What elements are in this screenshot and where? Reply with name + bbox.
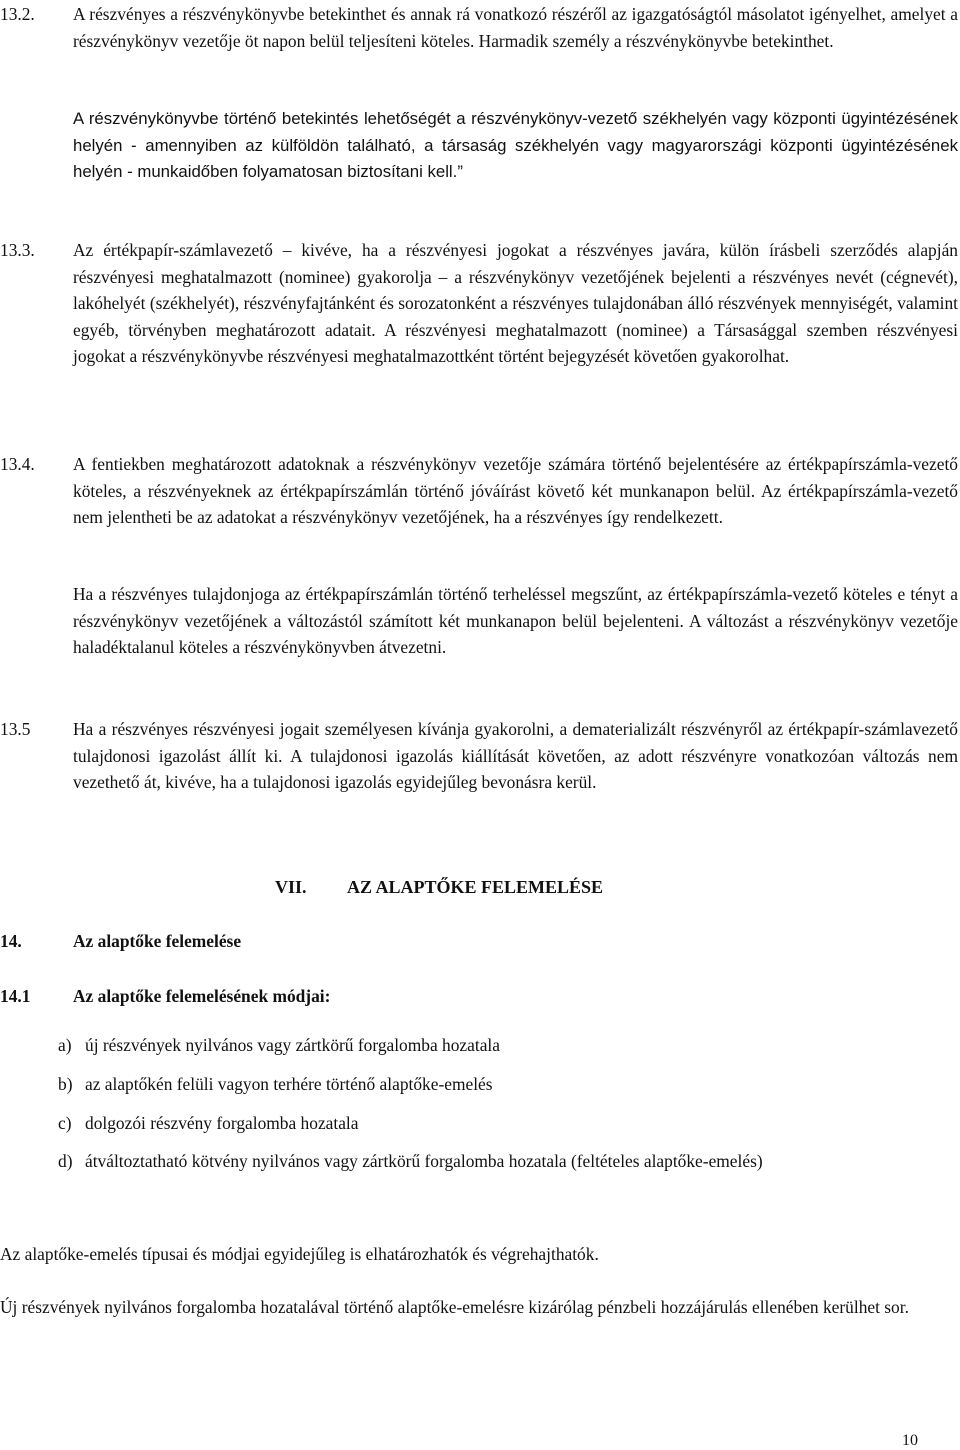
heading-number: 14. <box>0 931 22 951</box>
list-item <box>58 1147 958 1175</box>
chapter-title: AZ ALAPTŐKE FELEMELÉSE <box>347 877 604 897</box>
heading-number: 14.1 <box>0 986 31 1006</box>
page-number: 10 <box>902 1432 918 1449</box>
paragraph: Az alaptőke-emelés típusai és módjai egyidejűleg is elhatározhatók és végrehajthatók. <box>0 1244 599 1264</box>
heading-title: Az alaptőke felemelése <box>73 931 242 951</box>
chapter-number: VII. <box>275 877 307 897</box>
paragraph: Az értékpapír-számlavezető – kivéve, ha a részvényesi jogokat a részvényes javára, külön írásbeli szerződés alapján részvényesi meghatalmazott (nominee) gyakorolja – a részvénykönyv vezetőjének bejelenti a részvényes nevét (cégnevét), lakóhelyét (székhelyét), részvényfajtánként és sorozatonként a részvényes tulajdonában álló részvények mennyiségét, valamint egyéb, törvényben meghatározott adatait. A részvényesi meghatalmazott (nominee) a Társasággal szemben részvényesi jogokat a részvénykönyvbe részvényesi meghatalmazottként történt bejegyzését követően gyakorolhat. <box>73 240 958 366</box>
list-label: c) <box>58 1113 72 1133</box>
list-text: az alaptőkén felüli vagyon terhére történő alaptőke-emelés <box>85 1074 493 1094</box>
paragraph: A részvénykönyvbe történő betekintés lehetőségét a részvénykönyv-vezető székhelyén vagy központi ügyintézésének helyén - amennyiben az külföldön található, a társaság székhelyén vagy magyarországi központi ügyintézésének helyén - munkaidőben folyamatosan biztosítani kell.” <box>73 109 958 181</box>
paragraph: Ha a részvényes részvényesi jogait személyesen kívánja gyakorolni, a dematerializált részvényről az értékpapír-számlavezető tulajdonosi igazolást állít ki. A tulajdonosi igazolás kiállítását követően, az adott részvényre vonatkozóan változás nem vezethető át, kivéve, ha a tulajdonosi igazolás egyidejűleg bevonásra kerül. <box>73 719 958 792</box>
list-text: új részvények nyilvános vagy zártkörű forgalomba hozatala <box>85 1035 500 1055</box>
heading-title: Az alaptőke felemelésének módjai: <box>73 986 331 1006</box>
section-number: 13.2. <box>0 4 35 24</box>
list-item <box>58 1069 958 1100</box>
section-number: 13.3. <box>0 240 35 260</box>
paragraph: Új részvények nyilvános forgalomba hozatalával történő alaptőke-emelésre kizárólag pénzbeli hozzájárulás ellenében kerülhet sor. <box>0 1297 909 1317</box>
list-label: a) <box>58 1035 72 1055</box>
list-label: b) <box>58 1074 73 1094</box>
section-number: 13.4. <box>0 454 35 474</box>
paragraph: A részvényes a részvénykönyvbe betekinthet és annak rá vonatkozó részéről az igazgatóságtól másolatot igényelhet, amelyet a részvénykönyv vezetője öt napon belül teljesíteni köteles. Harmadik személy a részvénykönyvbe betekinthet. <box>73 4 958 51</box>
section-number: 13.5 <box>0 719 31 739</box>
paragraph: A fentiekben meghatározott adatoknak a részvénykönyv vezetője számára történő bejelentésére az értékpapírszámla-vezető köteles, a részvényeknek az értékpapírszámlán történő jóváírást követő két munkanapon belül. Az értékpapírszámla-vezető nem jelentheti be az adatokat a részvénykönyv vezetőjének, ha a részvényes így rendelkezett. <box>73 454 958 527</box>
list-text: dolgozói részvény forgalomba hozatala <box>85 1113 359 1133</box>
list-label: d) <box>58 1151 73 1171</box>
list-item <box>58 1108 958 1139</box>
paragraph: Ha a részvényes tulajdonjoga az értékpapírszámlán történő terheléssel megszűnt, az értékpapírszámla-vezető köteles e tényt a részvénykönyv vezetőjének a változástól számított két munkanapon belül bejelenteni. A változást a részvénykönyv vezetője haladéktalanul köteles a részvénykönyvben átvezetni. <box>73 584 958 657</box>
list-text: átváltoztatható kötvény nyilvános vagy zártkörű forgalomba hozatala (feltételes alaptőke-emelés) <box>85 1151 763 1171</box>
list-item <box>58 1030 958 1061</box>
